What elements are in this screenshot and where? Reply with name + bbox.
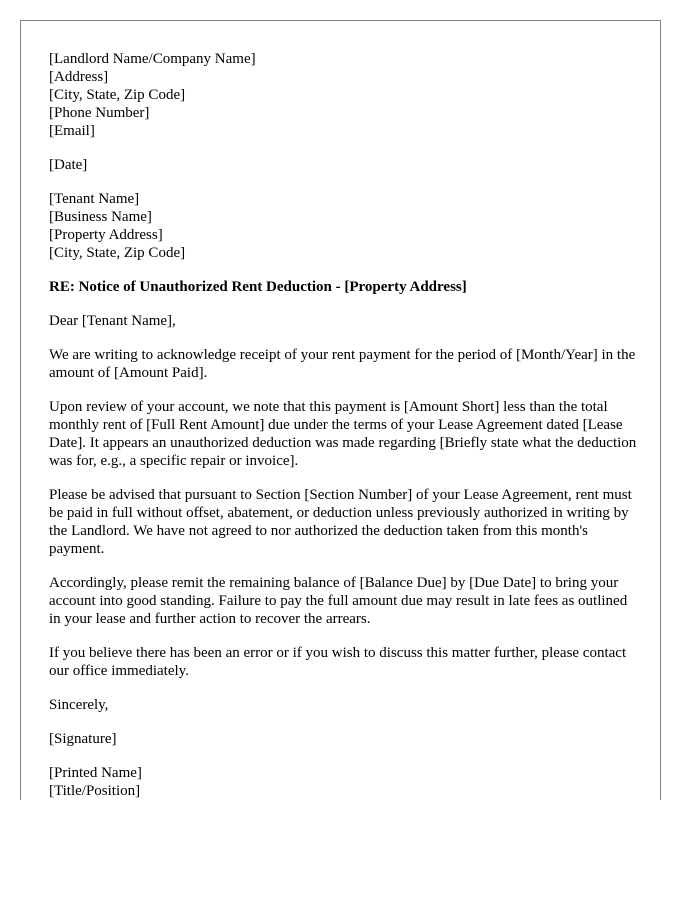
paragraph-contact: If you believe there has been an error or if you wish to discuss this matter further, please contact our office immediately. <box>49 645 627 679</box>
recipient-city-state-zip: [City, State, Zip Code] <box>49 245 186 261</box>
sender-name: [Landlord Name/Company Name] <box>49 51 256 67</box>
sender-block <box>49 50 639 140</box>
letter-date: [Date] <box>49 157 88 173</box>
paragraph-remit: Accordingly, please remit the remaining balance of [Balance Due] by [Due Date] to bring your account into good standing. Failure to pay the full amount due may result in late fees as outlined in your lease and further action to recover the arrears. <box>49 575 628 627</box>
paragraph-receipt: We are writing to acknowledge receipt of your rent payment for the period of [Month/Year] in the amount of [Amount Paid]. <box>49 347 636 381</box>
title-position: [Title/Position] <box>49 783 141 799</box>
paragraph-review: Upon review of your account, we note that this payment is [Amount Short] less than the total monthly rent of [Full Rent Amount] due under the terms of your Lease Agreement dated [Lease Date]. It appears an unauthorized deduction was made regarding [Briefly state what the deduction was for, e.g., a specific repair or invoice]. <box>49 399 637 469</box>
recipient-business-name: [Business Name] <box>49 209 152 225</box>
sender-email: [Email] <box>49 123 95 139</box>
letter-body <box>49 50 639 800</box>
sender-phone: [Phone Number] <box>49 105 150 121</box>
salutation: Dear [Tenant Name], <box>49 313 176 329</box>
signer-block <box>49 764 639 800</box>
date-block <box>49 156 639 174</box>
printed-name: [Printed Name] <box>49 765 142 781</box>
letter-page <box>20 20 661 800</box>
recipient-property-address: [Property Address] <box>49 227 163 243</box>
signature: [Signature] <box>49 731 117 747</box>
recipient-tenant-name: [Tenant Name] <box>49 191 140 207</box>
sender-city-state-zip: [City, State, Zip Code] <box>49 87 186 103</box>
closing: Sincerely, <box>49 697 109 713</box>
paragraph-lease-terms: Please be advised that pursuant to Section [Section Number] of your Lease Agreement, rent must be paid in full without offset, abatement, or deduction unless previously authorized in writing by the Landlord. We have not agreed to nor authorized the deduction taken from this month's payment. <box>49 487 632 557</box>
recipient-block <box>49 190 639 262</box>
sender-address: [Address] <box>49 69 109 85</box>
subject-line: RE: Notice of Unauthorized Rent Deduction - [Property Address] <box>49 279 467 295</box>
